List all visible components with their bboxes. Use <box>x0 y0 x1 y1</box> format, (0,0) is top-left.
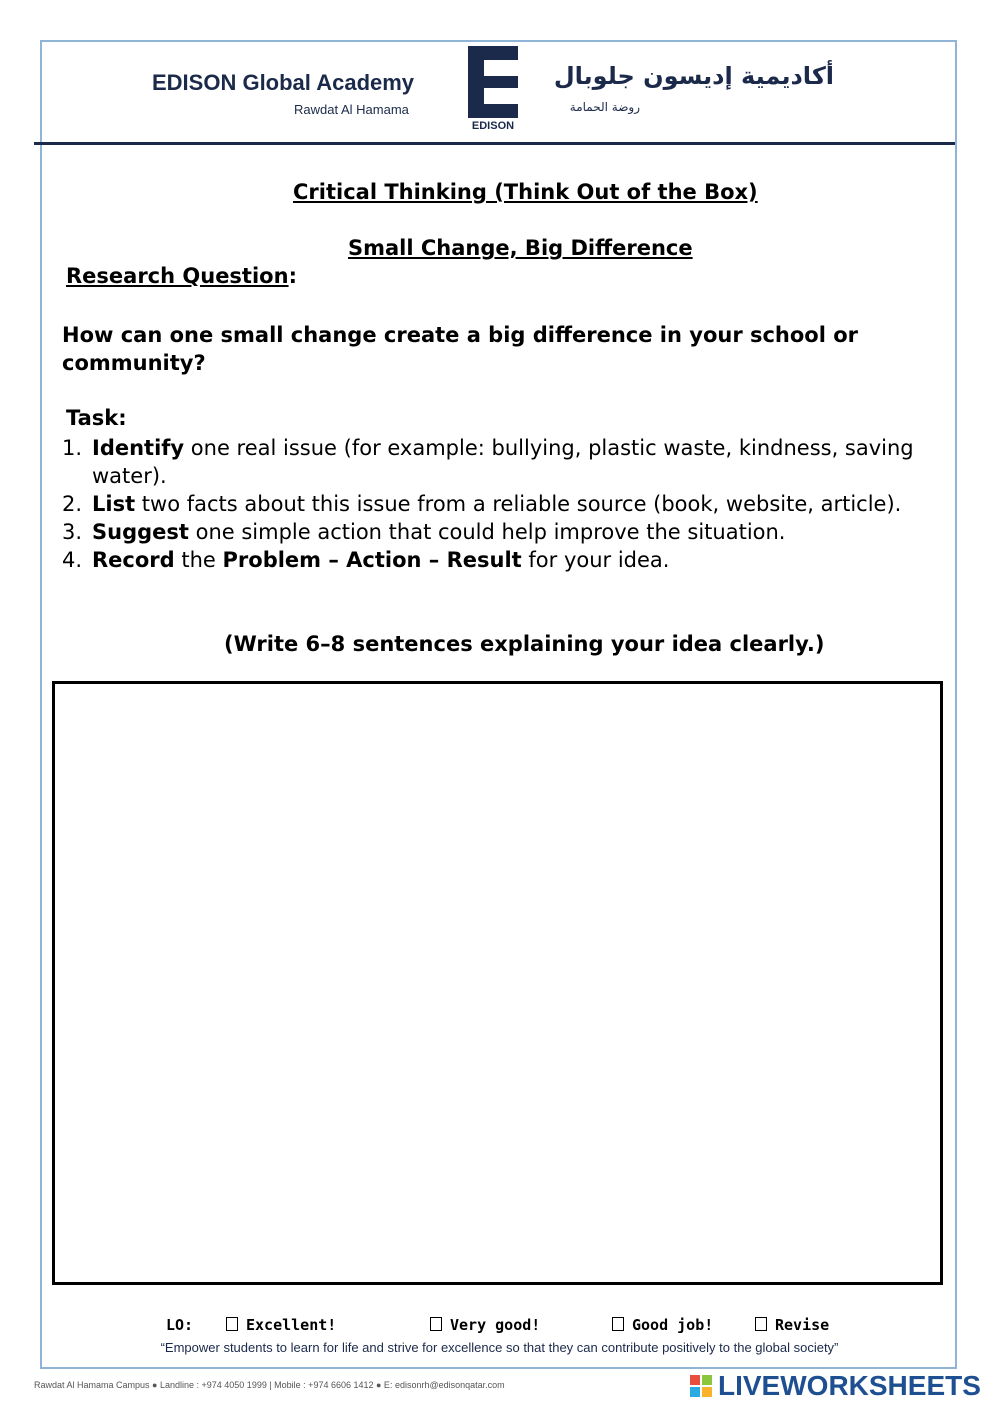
task-item: 1. Identify one real issue (for example: bullying, plastic waste, kindness, saving water). <box>62 436 914 488</box>
school-name-ar: أكاديمية إديسون جلوبال <box>553 62 834 90</box>
task-item: 4. Record the Problem – Action – Result for your idea. <box>62 548 670 572</box>
rating-revise[interactable]: Revise <box>755 1316 829 1334</box>
writing-instruction: (Write 6–8 sentences explaining your idea clearly.) <box>224 632 825 656</box>
logo-word: EDISON <box>471 120 515 132</box>
worksheet-subtitle: Small Change, Big Difference <box>348 236 693 260</box>
research-question-label: Research Question: <box>66 264 297 288</box>
liveworksheets-logo-icon <box>690 1375 712 1397</box>
worksheet-title: Critical Thinking (Think Out of the Box) <box>293 180 758 204</box>
task-item: 3. Suggest one simple action that could help improve the situation. <box>62 520 786 544</box>
campus-name-en: Rawdat Al Hamama <box>294 102 409 117</box>
checkbox-icon[interactable] <box>612 1317 624 1331</box>
rating-excellent[interactable]: Excellent! <box>226 1316 336 1334</box>
task-list <box>62 434 922 574</box>
school-name-en: EDISON Global Academy <box>152 70 415 95</box>
liveworksheets-watermark: LIVEWORKSHEETS <box>690 1370 981 1402</box>
task-heading: Task: <box>66 406 127 430</box>
header-divider <box>34 142 955 145</box>
checkbox-icon[interactable] <box>430 1317 442 1331</box>
research-question-text: How can one small change create a big difference in your school or community? <box>62 323 859 375</box>
campus-name-ar: روضة الحمامة <box>569 100 640 114</box>
checkbox-icon[interactable] <box>755 1317 767 1331</box>
contact-info: Rawdat Al Hamama Campus ● Landline : +974 4050 1999 | Mobile : +974 6606 1412 ● E: edisonrh@edisonqatar.com <box>34 1380 505 1390</box>
lo-label: LO: <box>166 1316 194 1334</box>
task-item: 2. List two facts about this issue from a reliable source (book, website, article). <box>62 492 902 516</box>
checkbox-icon[interactable] <box>226 1317 238 1331</box>
answer-textbox[interactable] <box>52 681 943 1285</box>
rating-good-job[interactable]: Good job! <box>612 1316 713 1334</box>
school-motto: “Empower students to learn for life and strive for excellence so that they can contribute positively to the global society” <box>160 1340 839 1355</box>
edison-logo-icon <box>468 46 518 118</box>
rating-very-good[interactable]: Very good! <box>430 1316 540 1334</box>
